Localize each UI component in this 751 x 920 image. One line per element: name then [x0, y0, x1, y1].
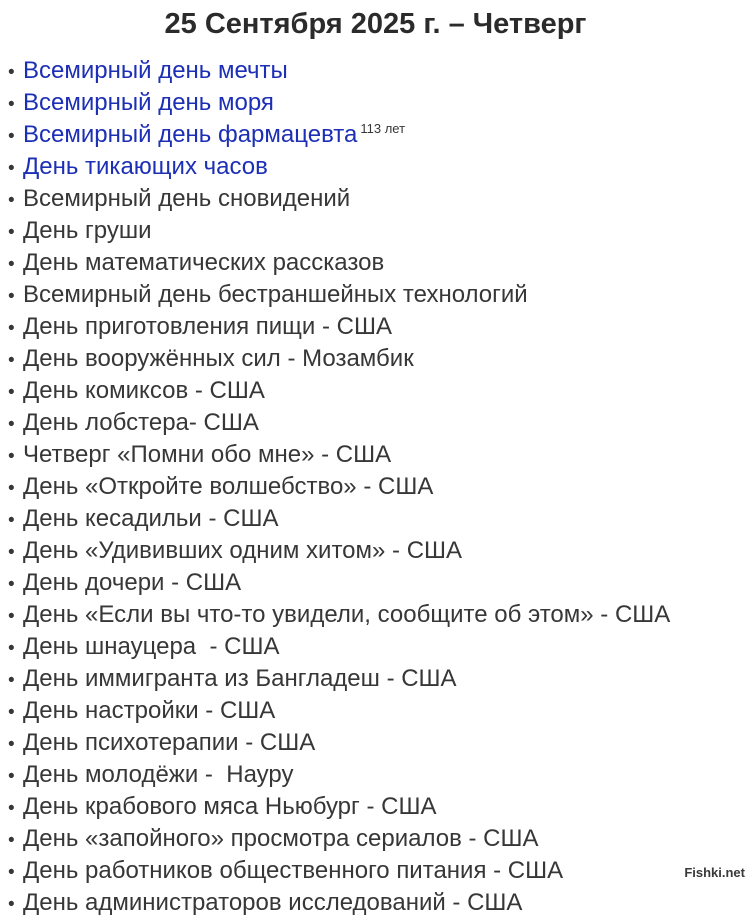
holiday-label: День вооружённых сил - Мозамбик	[23, 345, 414, 372]
bullet-icon: •	[8, 638, 15, 659]
list-item	[8, 600, 751, 632]
bullet-icon: •	[8, 894, 15, 915]
list-item	[8, 856, 751, 888]
holiday-label: День работников общественного питания - США	[23, 857, 564, 884]
holiday-label: День иммигранта из Бангладеш - США	[23, 665, 457, 692]
holiday-label: День молодёжи - Науру	[23, 761, 294, 788]
list-item	[8, 888, 751, 920]
bullet-icon: •	[8, 862, 15, 883]
bullet-icon: •	[8, 222, 15, 243]
list-item	[8, 536, 751, 568]
bullet-icon: •	[8, 798, 15, 819]
watermark: Fishki.net	[684, 865, 745, 880]
bullet-icon: •	[8, 830, 15, 851]
bullet-icon: •	[8, 702, 15, 723]
holiday-label: День лобстера- США	[23, 409, 259, 436]
bullet-icon: •	[8, 670, 15, 691]
list-item	[8, 152, 751, 184]
holidays-page	[0, 6, 751, 916]
holiday-list	[0, 56, 751, 920]
list-item	[8, 120, 751, 152]
bullet-icon: •	[8, 350, 15, 371]
holiday-label: День кесадильи - США	[23, 505, 279, 532]
list-item	[8, 56, 751, 88]
list-item	[8, 184, 751, 216]
bullet-icon: •	[8, 158, 15, 179]
bullet-icon: •	[8, 606, 15, 627]
list-item	[8, 504, 751, 536]
list-item	[8, 248, 751, 280]
list-item	[8, 472, 751, 504]
holiday-label: День груши	[23, 217, 152, 244]
bullet-icon: •	[8, 318, 15, 339]
holiday-label: День администраторов исследований - США	[23, 889, 523, 916]
list-item	[8, 312, 751, 344]
bullet-icon: •	[8, 94, 15, 115]
list-item	[8, 216, 751, 248]
bullet-icon: •	[8, 382, 15, 403]
list-item	[8, 408, 751, 440]
list-item	[8, 632, 751, 664]
holiday-link[interactable]: Всемирный день фармацевта	[23, 121, 358, 148]
holiday-label: День «Если вы что-то увидели, сообщите об этом» - США	[23, 601, 671, 628]
bullet-icon: •	[8, 478, 15, 499]
list-item	[8, 88, 751, 120]
holiday-label: Всемирный день бестраншейных технологий	[23, 281, 528, 308]
list-item	[8, 728, 751, 760]
holiday-label: Всемирный день сновидений	[23, 185, 351, 212]
bullet-icon: •	[8, 446, 15, 467]
holiday-link[interactable]: Всемирный день моря	[23, 89, 274, 116]
bullet-icon: •	[8, 62, 15, 83]
holiday-label: Четверг «Помни обо мне» - США	[23, 441, 392, 468]
bullet-icon: •	[8, 542, 15, 563]
holiday-label: День «запойного» просмотра сериалов - США	[23, 825, 539, 852]
holiday-label: День дочери - США	[23, 569, 242, 596]
bullet-icon: •	[8, 734, 15, 755]
bullet-icon: •	[8, 510, 15, 531]
list-item	[8, 760, 751, 792]
bullet-icon: •	[8, 414, 15, 435]
bullet-icon: •	[8, 286, 15, 307]
bullet-icon: •	[8, 766, 15, 787]
page-title: 25 Сентября 2025 г. – Четверг	[164, 8, 587, 40]
holiday-label: День настройки - США	[23, 697, 276, 724]
holiday-label: День «Откройте волшебство» - США	[23, 473, 434, 500]
list-item	[8, 376, 751, 408]
list-item	[8, 440, 751, 472]
holiday-label: День крабового мяса Ньюбург - США	[23, 793, 437, 820]
bullet-icon: •	[8, 254, 15, 275]
holiday-link[interactable]: День тикающих часов	[23, 153, 268, 180]
list-item	[8, 696, 751, 728]
holiday-label: День приготовления пищи - США	[23, 313, 392, 340]
holiday-label: День математических рассказов	[23, 249, 385, 276]
bullet-icon: •	[8, 126, 15, 147]
holiday-label: День психотерапии - США	[23, 729, 316, 756]
list-item	[8, 792, 751, 824]
holiday-link[interactable]: Всемирный день мечты	[23, 57, 288, 84]
holiday-label: День «Удививших одним хитом» - США	[23, 537, 463, 564]
holiday-label: День шнауцера - США	[23, 633, 280, 660]
list-item	[8, 344, 751, 376]
bullet-icon: •	[8, 574, 15, 595]
holiday-superscript: 113 лет	[360, 121, 406, 136]
list-item	[8, 568, 751, 600]
bullet-icon: •	[8, 190, 15, 211]
list-item	[8, 280, 751, 312]
holiday-label: День комиксов - США	[23, 377, 265, 404]
list-item	[8, 664, 751, 696]
list-item	[8, 824, 751, 856]
